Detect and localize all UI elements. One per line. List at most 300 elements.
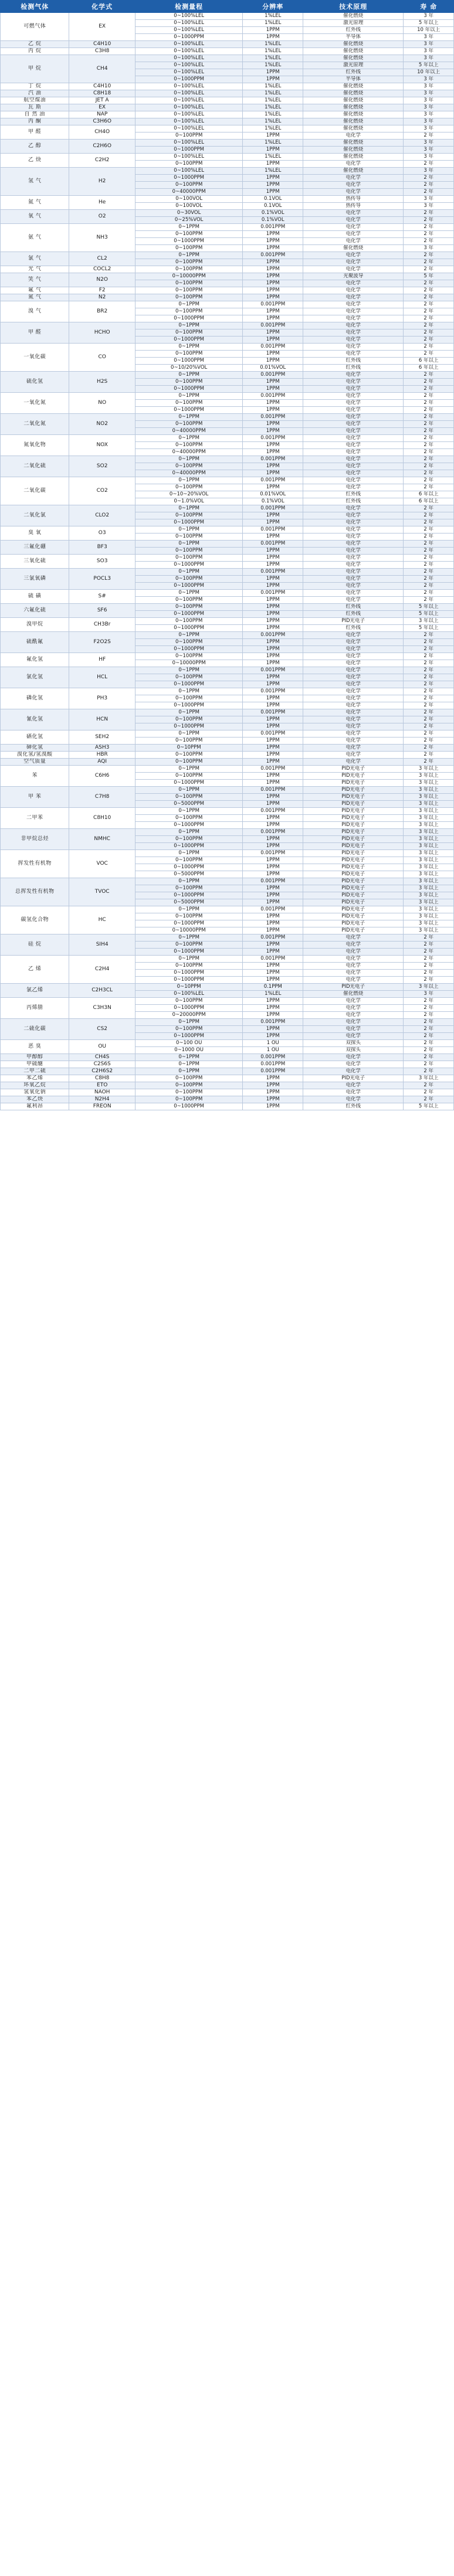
cell-life: 3 年 bbox=[404, 55, 454, 62]
cell-technology: 电化学 bbox=[303, 329, 404, 337]
cell-gas-name: 氧 气 bbox=[1, 210, 69, 224]
cell-range: 0~100PPM bbox=[135, 161, 242, 168]
table-row bbox=[1, 83, 454, 90]
cell-life: 2 年 bbox=[404, 541, 454, 548]
cell-gas-name: 恶 臭 bbox=[1, 1040, 69, 1054]
cell-technology: 电化学 bbox=[303, 667, 404, 674]
cell-resolution: 1%LEL bbox=[243, 125, 303, 132]
cell-technology: 红外线 bbox=[303, 611, 404, 618]
cell-life: 3 年以上 bbox=[404, 871, 454, 878]
table-row bbox=[1, 752, 454, 759]
cell-gas-name: 甲 烷 bbox=[1, 55, 69, 83]
cell-life: 2 年 bbox=[404, 379, 454, 386]
cell-technology: PID光电子 bbox=[303, 766, 404, 773]
cell-gas-name: 二硫化碳 bbox=[1, 1019, 69, 1040]
cell-range: 0~100%LEL bbox=[135, 97, 242, 104]
cell-resolution: 1PPM bbox=[243, 1005, 303, 1012]
cell-formula: C4H10 bbox=[69, 41, 135, 48]
cell-technology: 红外线 bbox=[303, 625, 404, 632]
cell-life: 2 年 bbox=[404, 632, 454, 639]
cell-range: 0~1.0%VOL bbox=[135, 498, 242, 505]
cell-technology: 电化学 bbox=[303, 1033, 404, 1040]
cell-technology: 电化学 bbox=[303, 653, 404, 660]
cell-range: 0~100PPM bbox=[135, 815, 242, 822]
cell-range: 0~100PPM bbox=[135, 773, 242, 780]
cell-life: 2 年 bbox=[404, 252, 454, 259]
cell-life: 2 年 bbox=[404, 259, 454, 266]
cell-technology: 电化学 bbox=[303, 709, 404, 716]
cell-life: 10 年以上 bbox=[404, 69, 454, 76]
cell-resolution: 1PPM bbox=[243, 308, 303, 315]
cell-resolution: 0.001PPM bbox=[243, 252, 303, 259]
cell-resolution: 1PPM bbox=[243, 512, 303, 519]
cell-life: 2 年 bbox=[404, 1033, 454, 1040]
cell-range: 0~100%LEL bbox=[135, 168, 242, 175]
cell-resolution: 1PPM bbox=[243, 702, 303, 709]
cell-life: 2 年 bbox=[404, 351, 454, 358]
cell-gas-name: 硒化氢 bbox=[1, 730, 69, 745]
cell-resolution: 1PPM bbox=[243, 794, 303, 801]
cell-life: 3 年 bbox=[404, 104, 454, 111]
cell-technology: 电化学 bbox=[303, 1068, 404, 1075]
cell-technology: PID光电子 bbox=[303, 927, 404, 934]
table-row bbox=[1, 435, 454, 442]
cell-life: 3 年 bbox=[404, 245, 454, 252]
cell-resolution: 0.01%VOL bbox=[243, 491, 303, 498]
cell-life: 3 年 bbox=[404, 147, 454, 154]
table-row bbox=[1, 154, 454, 161]
cell-range: 0~1PPM bbox=[135, 688, 242, 695]
cell-gas-name: 溴 气 bbox=[1, 301, 69, 322]
table-row bbox=[1, 1019, 454, 1026]
cell-technology: 电化学 bbox=[303, 674, 404, 681]
table-row bbox=[1, 653, 454, 660]
table-row bbox=[1, 393, 454, 400]
cell-technology: 电化学 bbox=[303, 512, 404, 519]
cell-resolution: 1PPM bbox=[243, 815, 303, 822]
cell-technology: 电化学 bbox=[303, 519, 404, 526]
cell-technology: 电化学 bbox=[303, 1026, 404, 1033]
cell-resolution: 1PPM bbox=[243, 1026, 303, 1033]
table-row bbox=[1, 252, 454, 259]
cell-resolution: 0.001PPM bbox=[243, 906, 303, 913]
cell-resolution: 0.001PPM bbox=[243, 414, 303, 421]
cell-resolution: 1PPM bbox=[243, 182, 303, 189]
cell-life: 2 年 bbox=[404, 435, 454, 442]
cell-range: 0~100PPM bbox=[135, 738, 242, 745]
cell-formula: C8H10 bbox=[69, 808, 135, 829]
cell-technology: 电化学 bbox=[303, 646, 404, 653]
cell-life: 3 年 bbox=[404, 111, 454, 118]
cell-range: 0~100PPM bbox=[135, 1082, 242, 1089]
cell-life: 3 年 bbox=[404, 48, 454, 55]
cell-resolution: 1PPM bbox=[243, 132, 303, 140]
cell-life: 3 年 bbox=[404, 154, 454, 161]
cell-gas-name: 氟 气 bbox=[1, 287, 69, 294]
cell-life: 2 年 bbox=[404, 132, 454, 140]
cell-life: 2 年 bbox=[404, 266, 454, 273]
cell-range: 0~100PPM bbox=[135, 1026, 242, 1033]
cell-range: 0~1000PPM bbox=[135, 34, 242, 41]
cell-range: 0~1PPM bbox=[135, 393, 242, 400]
cell-resolution: 1%LEL bbox=[243, 48, 303, 55]
cell-life: 2 年 bbox=[404, 555, 454, 562]
cell-technology: 半导体 bbox=[303, 34, 404, 41]
table-row bbox=[1, 118, 454, 125]
cell-life: 2 年 bbox=[404, 1068, 454, 1075]
cell-life: 2 年 bbox=[404, 182, 454, 189]
cell-formula: CO bbox=[69, 344, 135, 372]
cell-formula: CLO2 bbox=[69, 505, 135, 526]
cell-range: 0~1PPM bbox=[135, 730, 242, 738]
cell-range: 0~1000PPM bbox=[135, 646, 242, 653]
cell-range: 0~100PPM bbox=[135, 618, 242, 625]
cell-gas-name: 环氧乙烷 bbox=[1, 1082, 69, 1089]
cell-formula: H2S bbox=[69, 372, 135, 393]
cell-resolution: 1PPM bbox=[243, 231, 303, 238]
cell-life: 2 年 bbox=[404, 688, 454, 695]
cell-technology: PID光电子 bbox=[303, 864, 404, 871]
cell-resolution: 1PPM bbox=[243, 752, 303, 759]
cell-resolution: 1PPM bbox=[243, 949, 303, 956]
cell-life: 2 年 bbox=[404, 1012, 454, 1019]
cell-range: 0~1000PPM bbox=[135, 970, 242, 977]
cell-range: 0~1PPM bbox=[135, 414, 242, 421]
cell-gas-name: 氟化氢 bbox=[1, 653, 69, 667]
cell-resolution: 1PPM bbox=[243, 660, 303, 667]
cell-gas-name: 硅 烷 bbox=[1, 934, 69, 956]
cell-gas-name: 氮 气 bbox=[1, 294, 69, 301]
cell-range: 0~20000PPM bbox=[135, 1012, 242, 1019]
cell-resolution: 0.001PPM bbox=[243, 301, 303, 308]
cell-technology: 电化学 bbox=[303, 266, 404, 273]
table-row bbox=[1, 730, 454, 738]
cell-range: 0~100PPM bbox=[135, 716, 242, 723]
cell-range: 0~1000PPM bbox=[135, 702, 242, 709]
cell-technology: 电化学 bbox=[303, 752, 404, 759]
cell-resolution: 1PPM bbox=[243, 639, 303, 646]
cell-technology: 电化学 bbox=[303, 301, 404, 308]
cell-resolution: 1PPM bbox=[243, 463, 303, 470]
cell-life: 2 年 bbox=[404, 217, 454, 224]
cell-resolution: 0.001PPM bbox=[243, 1054, 303, 1061]
cell-resolution: 0.001PPM bbox=[243, 829, 303, 836]
cell-range: 0~100%LEL bbox=[135, 90, 242, 97]
cell-range: 0~1PPM bbox=[135, 301, 242, 308]
cell-life: 2 年 bbox=[404, 308, 454, 315]
cell-resolution: 0.001PPM bbox=[243, 505, 303, 512]
cell-resolution: 1PPM bbox=[243, 273, 303, 280]
cell-resolution: 1PPM bbox=[243, 533, 303, 541]
cell-resolution: 1PPM bbox=[243, 625, 303, 632]
cell-technology: 红外线 bbox=[303, 1103, 404, 1110]
cell-life: 3 年以上 bbox=[404, 1075, 454, 1082]
cell-resolution: 1PPM bbox=[243, 351, 303, 358]
cell-gas-name: 硫 磺 bbox=[1, 590, 69, 604]
cell-resolution: 1PPM bbox=[243, 977, 303, 984]
cell-life: 3 年 bbox=[404, 125, 454, 132]
cell-life: 3 年 bbox=[404, 203, 454, 210]
cell-range: 0~100PPM bbox=[135, 400, 242, 407]
cell-range: 0~100PPM bbox=[135, 548, 242, 555]
table-row bbox=[1, 273, 454, 280]
cell-gas-name: 自 然 油 bbox=[1, 111, 69, 118]
cell-range: 0~10PPM bbox=[135, 984, 242, 991]
cell-life: 3 年以上 bbox=[404, 829, 454, 836]
cell-technology: 催化燃烧 bbox=[303, 83, 404, 90]
cell-life: 2 年 bbox=[404, 189, 454, 196]
cell-technology: 电化学 bbox=[303, 280, 404, 287]
cell-formula: He bbox=[69, 196, 135, 210]
cell-range: 0~100PPM bbox=[135, 512, 242, 519]
cell-life: 2 年 bbox=[404, 344, 454, 351]
cell-life: 2 年 bbox=[404, 1082, 454, 1089]
cell-life: 2 年 bbox=[404, 414, 454, 421]
cell-formula: TVOC bbox=[69, 878, 135, 906]
cell-technology: 电化学 bbox=[303, 1082, 404, 1089]
cell-technology: 电化学 bbox=[303, 484, 404, 491]
cell-range: 0~1PPM bbox=[135, 541, 242, 548]
cell-gas-name: 碳氢化合物 bbox=[1, 906, 69, 934]
cell-range: 0~1000PPM bbox=[135, 358, 242, 365]
cell-range: 0~40000PPM bbox=[135, 470, 242, 477]
cell-technology: 电化学 bbox=[303, 949, 404, 956]
cell-range: 0~1000PPM bbox=[135, 611, 242, 618]
cell-range: 0~1PPM bbox=[135, 477, 242, 484]
cell-technology: 电化学 bbox=[303, 942, 404, 949]
cell-technology: PID光电子 bbox=[303, 822, 404, 829]
cell-technology: 电化学 bbox=[303, 639, 404, 646]
cell-formula: HCN bbox=[69, 709, 135, 730]
cell-technology: 电化学 bbox=[303, 681, 404, 688]
cell-gas-name: 空气质量 bbox=[1, 759, 69, 766]
cell-life: 2 年 bbox=[404, 1096, 454, 1103]
cell-gas-name: 乙 醇 bbox=[1, 140, 69, 154]
cell-life: 2 年 bbox=[404, 512, 454, 519]
cell-resolution: 1PPM bbox=[243, 1082, 303, 1089]
cell-range: 0~1000PPM bbox=[135, 843, 242, 850]
cell-life: 2 年 bbox=[404, 942, 454, 949]
table-row bbox=[1, 196, 454, 203]
cell-resolution: 1PPM bbox=[243, 161, 303, 168]
cell-resolution: 0.001PPM bbox=[243, 632, 303, 639]
cell-range: 0~1PPM bbox=[135, 1068, 242, 1075]
cell-range: 0~100%LEL bbox=[135, 118, 242, 125]
cell-technology: 电化学 bbox=[303, 132, 404, 140]
cell-resolution: 1PPM bbox=[243, 449, 303, 456]
cell-gas-name: 二氧化氮 bbox=[1, 414, 69, 435]
cell-technology: PID光电子 bbox=[303, 836, 404, 843]
cell-gas-name: 二氧化氯 bbox=[1, 505, 69, 526]
cell-technology: 电化学 bbox=[303, 569, 404, 576]
cell-resolution: 1PPM bbox=[243, 175, 303, 182]
cell-range: 0~1000PPM bbox=[135, 949, 242, 956]
cell-resolution: 1PPM bbox=[243, 379, 303, 386]
table-row bbox=[1, 210, 454, 217]
cell-life: 5 年以上 bbox=[404, 611, 454, 618]
cell-technology: 电化学 bbox=[303, 252, 404, 259]
cell-range: 0~1000PPM bbox=[135, 337, 242, 344]
cell-resolution: 0.1%VOL bbox=[243, 498, 303, 505]
cell-resolution: 1PPM bbox=[243, 970, 303, 977]
cell-formula: PH3 bbox=[69, 688, 135, 709]
cell-technology: 电化学 bbox=[303, 477, 404, 484]
cell-resolution: 1PPM bbox=[243, 618, 303, 625]
cell-life: 3 年以上 bbox=[404, 815, 454, 822]
cell-life: 2 年 bbox=[404, 400, 454, 407]
cell-resolution: 1PPM bbox=[243, 738, 303, 745]
table-row bbox=[1, 667, 454, 674]
cell-resolution: 1PPM bbox=[243, 1089, 303, 1096]
cell-gas-name: 砷化氢 bbox=[1, 745, 69, 752]
cell-gas-name: 氨 气 bbox=[1, 224, 69, 252]
cell-resolution: 1PPM bbox=[243, 315, 303, 322]
cell-technology: 电化学 bbox=[303, 351, 404, 358]
cell-life: 2 年 bbox=[404, 716, 454, 723]
cell-range: 0~40000PPM bbox=[135, 189, 242, 196]
cell-range: 0~1PPM bbox=[135, 878, 242, 885]
cell-life: 2 年 bbox=[404, 329, 454, 337]
table-row bbox=[1, 984, 454, 991]
cell-resolution: 0.001PPM bbox=[243, 878, 303, 885]
cell-resolution: 1PPM bbox=[243, 998, 303, 1005]
cell-technology: 电化学 bbox=[303, 533, 404, 541]
cell-technology: 电化学 bbox=[303, 456, 404, 463]
cell-resolution: 0.001PPM bbox=[243, 372, 303, 379]
cell-range: 0~1000PPM bbox=[135, 76, 242, 83]
cell-resolution: 1PPM bbox=[243, 400, 303, 407]
cell-resolution: 0.001PPM bbox=[243, 667, 303, 674]
cell-resolution: 1PPM bbox=[243, 1075, 303, 1082]
cell-gas-name: 一氧化碳 bbox=[1, 344, 69, 372]
cell-resolution: 1%LEL bbox=[243, 41, 303, 48]
cell-resolution: 1PPM bbox=[243, 780, 303, 787]
cell-life: 6 年以上 bbox=[404, 491, 454, 498]
cell-resolution: 1 OU bbox=[243, 1040, 303, 1047]
cell-range: 0~1PPM bbox=[135, 787, 242, 794]
cell-technology: 红外线 bbox=[303, 498, 404, 505]
cell-life: 2 年 bbox=[404, 956, 454, 963]
cell-gas-name: 汽 油 bbox=[1, 90, 69, 97]
cell-formula: N2 bbox=[69, 294, 135, 301]
cell-range: 0~100%LEL bbox=[135, 83, 242, 90]
cell-formula: COCL2 bbox=[69, 266, 135, 273]
cell-formula: NO bbox=[69, 393, 135, 414]
cell-formula: C2H6O bbox=[69, 140, 135, 154]
cell-range: 0~100PPM bbox=[135, 132, 242, 140]
cell-life: 3 年以上 bbox=[404, 822, 454, 829]
cell-gas-name: 甲 醛 bbox=[1, 322, 69, 344]
cell-technology: 电化学 bbox=[303, 1019, 404, 1026]
cell-resolution: 1PPM bbox=[243, 238, 303, 245]
cell-gas-name: 六氟化硫 bbox=[1, 604, 69, 618]
cell-life: 3 年 bbox=[404, 118, 454, 125]
cell-resolution: 1PPM bbox=[243, 1012, 303, 1019]
cell-resolution: 1PPM bbox=[243, 287, 303, 294]
cell-range: 0~1PPM bbox=[135, 526, 242, 533]
cell-life: 2 年 bbox=[404, 407, 454, 414]
cell-resolution: 1PPM bbox=[243, 266, 303, 273]
cell-technology: 电化学 bbox=[303, 759, 404, 766]
cell-technology: 催化燃烧 bbox=[303, 154, 404, 161]
cell-life: 3 年以上 bbox=[404, 864, 454, 871]
cell-resolution: 1PPM bbox=[243, 942, 303, 949]
cell-technology: 热传导 bbox=[303, 203, 404, 210]
cell-resolution: 0.001PPM bbox=[243, 541, 303, 548]
cell-technology: 电化学 bbox=[303, 449, 404, 456]
cell-resolution: 0.001PPM bbox=[243, 766, 303, 773]
cell-range: 0~10000PPM bbox=[135, 660, 242, 667]
table-row bbox=[1, 1103, 454, 1110]
table-row bbox=[1, 1068, 454, 1075]
table-row bbox=[1, 1096, 454, 1103]
cell-range: 0~1000PPM bbox=[135, 864, 242, 871]
cell-life: 3 年 bbox=[404, 196, 454, 203]
cell-technology: 电化学 bbox=[303, 716, 404, 723]
cell-resolution: 1PPM bbox=[243, 674, 303, 681]
cell-resolution: 1PPM bbox=[243, 294, 303, 301]
cell-formula: C2H6S2 bbox=[69, 1068, 135, 1075]
cell-formula: OU bbox=[69, 1040, 135, 1054]
cell-life: 2 年 bbox=[404, 231, 454, 238]
cell-technology: 红外线 bbox=[303, 604, 404, 611]
table-row bbox=[1, 745, 454, 752]
cell-resolution: 0.001PPM bbox=[243, 956, 303, 963]
table-row bbox=[1, 301, 454, 308]
table-row bbox=[1, 125, 454, 132]
cell-life: 2 年 bbox=[404, 646, 454, 653]
cell-range: 0~100%LEL bbox=[135, 125, 242, 132]
cell-gas-name: 氯 气 bbox=[1, 252, 69, 266]
cell-technology: 电化学 bbox=[303, 470, 404, 477]
cell-formula: VOC bbox=[69, 850, 135, 878]
cell-resolution: 0.001PPM bbox=[243, 590, 303, 597]
cell-gas-name: 溴甲烷 bbox=[1, 618, 69, 632]
cell-resolution: 0.1VOL bbox=[243, 196, 303, 203]
cell-gas-name: 瓦 斯 bbox=[1, 104, 69, 111]
cell-resolution: 1PPM bbox=[243, 259, 303, 266]
table-row bbox=[1, 1040, 454, 1047]
cell-range: 0~100PPM bbox=[135, 555, 242, 562]
cell-formula: HCL bbox=[69, 667, 135, 688]
cell-technology: 电化学 bbox=[303, 372, 404, 379]
cell-gas-name: 乙 炔 bbox=[1, 154, 69, 168]
cell-technology: PID光电子 bbox=[303, 618, 404, 625]
cell-life: 2 年 bbox=[404, 224, 454, 231]
cell-formula: CO2 bbox=[69, 477, 135, 505]
cell-range: 0~1PPM bbox=[135, 667, 242, 674]
cell-range: 0~1000 OU bbox=[135, 1047, 242, 1054]
cell-technology: 红外线 bbox=[303, 358, 404, 365]
table-row bbox=[1, 1054, 454, 1061]
cell-gas-name: 硫酰氟 bbox=[1, 632, 69, 653]
cell-gas-name: 可燃气体 bbox=[1, 13, 69, 41]
cell-range: 0~1000PPM bbox=[135, 822, 242, 829]
table-row bbox=[1, 505, 454, 512]
cell-life: 6 年以上 bbox=[404, 365, 454, 372]
cell-technology: PID光电子 bbox=[303, 857, 404, 864]
column-header-life: 寿 命 bbox=[404, 1, 454, 13]
cell-technology: 电化学 bbox=[303, 414, 404, 421]
cell-life: 3 年 bbox=[404, 90, 454, 97]
cell-range: 0~100%LEL bbox=[135, 20, 242, 27]
cell-life: 3 年以上 bbox=[404, 913, 454, 920]
cell-resolution: 0.001PPM bbox=[243, 850, 303, 857]
header-row bbox=[1, 1, 454, 13]
cell-life: 2 年 bbox=[404, 315, 454, 322]
cell-gas-name: 氟利昂 bbox=[1, 1103, 69, 1110]
cell-life: 2 年 bbox=[404, 533, 454, 541]
